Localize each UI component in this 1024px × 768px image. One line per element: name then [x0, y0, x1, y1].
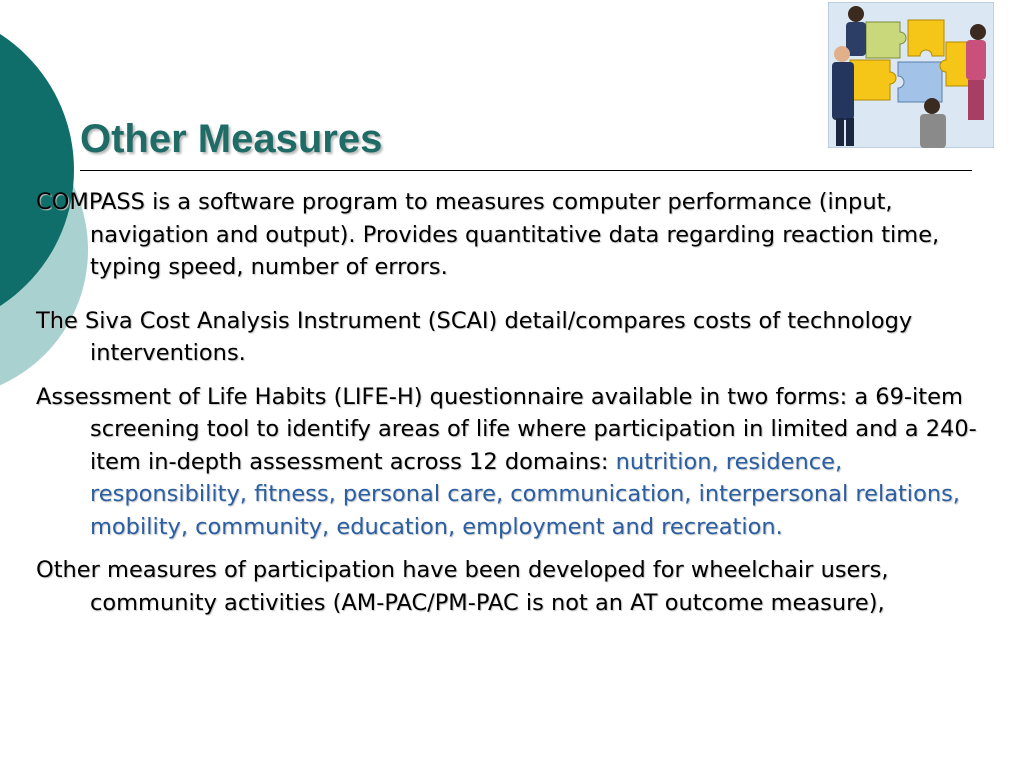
bullet-scai: The Siva Cost Analysis Instrument (SCAI) detail/compares costs of technology interventions. — [36, 307, 913, 366]
life-h-domains: nutrition, residence, responsibility, fitness, personal care, communication, interpersonal relations, mobility, community, education, employment and recreation. — [90, 448, 960, 540]
slide-title: Other Measures — [80, 117, 383, 161]
title-underline — [80, 170, 972, 171]
bullet-compass: COMPASS is a software program to measures computer performance (input, navigation and output). Provides quantitative data regarding reaction time, typing speed, number of errors. — [36, 189, 940, 280]
bullet-other-measures: Other measures of participation have been developed for wheelchair users, community activities (AM-PAC/PM-PAC is not an AT outcome measure), — [36, 557, 889, 616]
bullet-life-h — [36, 381, 986, 544]
life-h-text: Assessment of Life Habits (LIFE-H) questionnaire available in two forms: a 69-item screening tool to identify areas of life where participation in limited and a 240-item in-depth assessment across 12 domains: — [36, 383, 977, 475]
puzzle-teamwork-clipart — [828, 2, 994, 148]
slide-body — [36, 186, 986, 619]
